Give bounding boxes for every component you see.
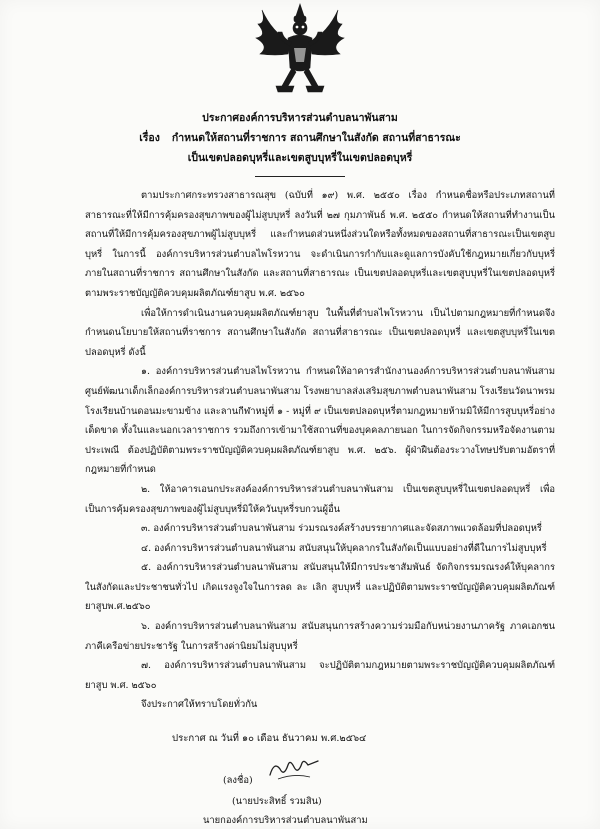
paragraph-item-3: ๓. องค์การบริหารส่วนตำบลนาพันสาม ร่วมรณรงค์สร้างบรรยากาศและจัดสภาพแวดล้อมที่ปลอดบุหรี่ [141,523,542,535]
paragraph-intro: ตามประกาศกระทรวงสาธารณสุข (ฉบับที่ ๑๙) พ.ศ. ๒๕๕๐ เรื่อง กำหนดชื่อหรือประเภทสถานที่สาธารณะที่ให้มีการคุ้มครองสุขภาพของผู้ไม่สูบบุหรี่ ลงวันที่ ๒๗ กุมภาพันธ์ พ.ศ. ๒๕๕๐ กำหนดให้สถานที่ทำงานเป็นสถานที่ให้มีการคุ้มครองสุขภาพผู้ไม่สูบบุหรี่ และกำหนดส่วนหนึ่งส่วนใดหรือทั้งหมดของสถานที่สาธารณะเป็นเขตสูบบุหรี่ ในการนี้ องค์การบริหารส่วนตำบลไพโรหวาน จะดำเนินการกำกับและดูแลการบังคับใช้กฎหมายเกี่ยวกับบุหรี่ภายในสถานที่ราชการ สถานศึกษาในสังกัด และสถานที่สาธารณะ เป็นเขตปลอดบุหรี่และเขตสูบบุหรี่ในเขตปลอดบุหรี่ ตามพระราชบัญญัติควบคุมผลิตภัณฑ์ยาสูบ พ.ศ. ๒๕๖๐ [85,190,555,299]
garuda-emblem-icon [248,2,352,98]
closing-statement: จึงประกาศให้ทราบโดยทั่วกัน [141,699,258,711]
announcement-date: ประกาศ ณ วันที่ ๑๐ เดือน ธันวาคม พ.ศ.๒๕๖๔ [172,733,367,744]
paragraph-item-2: ๒. ให้อาคารเอนกประสงค์องค์การบริหารส่วนตำบลนาพันสาม เป็นเขตสูบบุหรี่ในเขตปลอดบุหรี่ เพื่อเป็นการคุ้มครองสุขภาพของผู้ไม่สูบบุหรี่มิให้ควันบุหรี่รบกวนผู้อื่น [85,483,555,515]
paragraph-policy: เพื่อให้การดำเนินงานควบคุมผลิตภัณฑ์ยาสูบ ในพื้นที่ตำบลไพโรหวาน เป็นไปตามกฎหมายที่กำหนดจึงกำหนดนโยบายให้สถานที่ราชการ สถานศึกษาในสังกัด สถานที่สาธารณะ เป็นเขตปลอดบุหรี่ และเขตสูบบุหรี่ในเขตปลอดบุหรี่ ดังนี้ [85,307,555,358]
heading-divider [255,176,345,177]
paragraph-item-4: ๔. องค์การบริหารส่วนตำบลนาพันสาม สนับสนุนให้บุคลากรในสังกัดเป็นแบบอย่างที่ดีในการไม่สูบบุหรี่ [141,542,547,554]
subject-label: เรื่อง [139,132,160,144]
signer-title: นายกองค์การบริหารส่วนตำบลนาพันสาม [203,815,368,826]
paragraph-item-6: ๖. องค์การบริหารส่วนตำบลนาพันสาม สนับสนุนการสร้างความร่วมมือกับหน่วยงานภาครัฐ ภาคเอกชนภาคีเครือข่ายประชารัฐ ในการสร้างค่านิยมไม่สูบบุหรี่ [85,621,555,652]
announcement-body [85,186,555,715]
paragraph-item-7: ๗. องค์การบริหารส่วนตำบลนาพันสาม จะปฏิบัติตามกฎหมายตามพระราชบัญญัติควบคุมผลิตภัณฑ์ยาสูบ พ.ศ. ๒๕๖๐ [85,660,555,691]
subject-line-1: กำหนดให้สถานที่ราชการ สถานศึกษาในสังกัด สถานที่สาธารณะ [171,132,461,144]
signer-name: (นายประสิทธิ์ รวมสิน) [232,796,322,807]
announcement-subject [0,129,600,148]
signature-icon [264,755,324,783]
announcement-heading: ประกาศองค์การบริหารส่วนตำบลนาพันสาม [202,112,398,124]
paragraph-item-5: ๕. องค์การบริหารส่วนตำบลนาพันสาม สนับสนุนให้มีการประชาสัมพันธ์ จัดกิจกรรมรณรงค์ให้บุคลากรในสังกัดและประชาชนทั่วไป เกิดแรงจูงใจในการลด ละ เลิก สูบบุหรี่ และปฏิบัติตามพระราชบัญญัติควบคุมผลิตภัณฑ์ยาสูบพ.ศ.๒๕๖๐ [85,562,555,613]
subject-line-2: เป็นเขตปลอดบุหรี่และเขตสูบบุหรี่ในเขตปลอดบุหรี่ [187,152,413,164]
paragraph-item-1: ๑. องค์การบริหารส่วนตำบลไพโรหวาน กำหนดให้อาคารสำนักงานองค์การบริหารส่วนตำบลนาพันสาม ศูนย์พัฒนาเด็กเล็กองค์การบริหารส่วนตำบลนาพันสาม โรงพยาบาลส่งเสริมสุขภาพตำบลนาพันสาม โรงเรียนวัดนาพรม โรงเรียนบ้านดอนมะขามข้าง และลานกีฬาหมู่ที่ ๑ - หมู่ที่ ๙ เป็นเขตปลอดบุหรี่ตามกฎหมายห้ามมิให้มีการสูบบุหรี่อย่างเด็ดขาด ทั้งในและนอกเวลาราชการ รวมถึงการเข้ามาใช้สถานที่ของบุคคลภายนอก ในการจัดกิจกรรมหรือจัดงานตามประเพณี ต้องปฏิบัติตามพระราชบัญญัติควบคุมผลิตภัณฑ์ยาสูบ พ.ศ. ๒๕๖. ผู้ฝ่าฝืนต้องระวางโทษปรับตามอัตราที่กฎหมายที่กำหนด [85,366,555,476]
sign-label: (ลงชื่อ) [223,775,253,786]
